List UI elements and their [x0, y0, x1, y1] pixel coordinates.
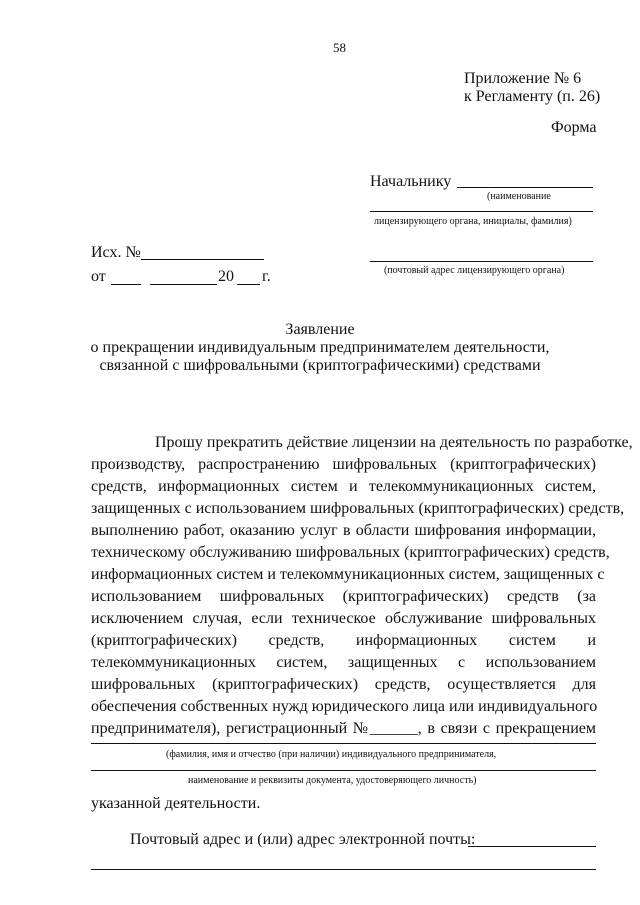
body-line: Прошу прекратить действие лицензии на деятельность по разработке,	[155, 434, 633, 451]
date-suffix: г.	[262, 268, 271, 285]
addressee-second-line	[370, 211, 593, 212]
fio-hint: (фамилия, имя и отчество (при наличии) индивидуального предпринимателя,	[166, 749, 497, 760]
body-line: телекоммуникационных систем, защищенных с использованием	[91, 654, 596, 671]
date-year-prefix: 20	[218, 268, 234, 285]
body-line: защищенных с использованием шифровальных (криптографических) средств,	[91, 500, 625, 517]
addressee-label: Начальнику	[370, 173, 452, 190]
document-title: Заявление	[285, 321, 355, 338]
body-line: техническому обслуживанию шифровальных (криптографических) средств,	[91, 544, 610, 561]
document-hint: наименование и реквизиты документа, удостоверяющего личность)	[188, 775, 477, 786]
activity-text: указанной деятельности.	[91, 795, 261, 812]
body-line: информационных систем и телекоммуникационных систем, защищенных с	[91, 566, 605, 583]
body-line: (криптографических) средств, информационных систем и	[91, 632, 596, 649]
date-from-label: от	[91, 268, 106, 285]
document-line	[91, 770, 596, 771]
page-number: 58	[333, 40, 346, 55]
document-subtitle-1: о прекращении индивидуальным предпринимателем деятельности,	[90, 339, 550, 356]
date-month-line	[150, 284, 217, 285]
addressee-name-line	[457, 187, 593, 188]
form-label: Форма	[551, 119, 597, 136]
appendix-line2: к Регламенту (п. 26)	[464, 88, 601, 105]
date-day-line	[111, 284, 141, 285]
fio-line	[91, 743, 596, 744]
body-line: исключением случая, если техническое обслуживание шифровальных	[91, 610, 596, 627]
outgoing-number-line	[141, 259, 264, 260]
body-line: использованием шифровальных (криптографических) средств (за	[91, 588, 596, 605]
document-subtitle-2: связанной с шифровальными (криптографическими) средствами	[99, 357, 541, 374]
addressee-hint-address: (почтовый адрес лицензирующего органа)	[384, 265, 565, 276]
outgoing-number-label: Исх. №	[91, 244, 141, 261]
addressee-hint-org: лицензирующего органа, инициалы, фамилия)	[374, 216, 572, 227]
body-line: выполнению работ, оказанию услуг в области шифрования информации,	[91, 522, 596, 539]
body-line: средств, информационных систем и телекоммуникационных систем,	[91, 478, 596, 495]
body-line: предпринимателя), регистрационный №______, в связи с прекращением	[91, 720, 596, 737]
address-line-2	[91, 869, 596, 870]
address-line-1	[468, 846, 596, 847]
body-line: производству, распространению шифровальных (криптографических)	[91, 456, 596, 473]
address-label: Почтовый адрес и (или) адрес электронной почты:	[130, 831, 476, 848]
date-year-line	[237, 284, 260, 285]
body-line: обеспечения собственных нужд юридического лица или индивидуального	[91, 698, 598, 715]
appendix-line1: Приложение № 6	[464, 70, 582, 87]
addressee-hint-name: (наименование	[487, 191, 551, 202]
addressee-address-line	[370, 261, 593, 262]
body-line: шифровальных (криптографических) средств, осуществляется для	[91, 676, 596, 693]
